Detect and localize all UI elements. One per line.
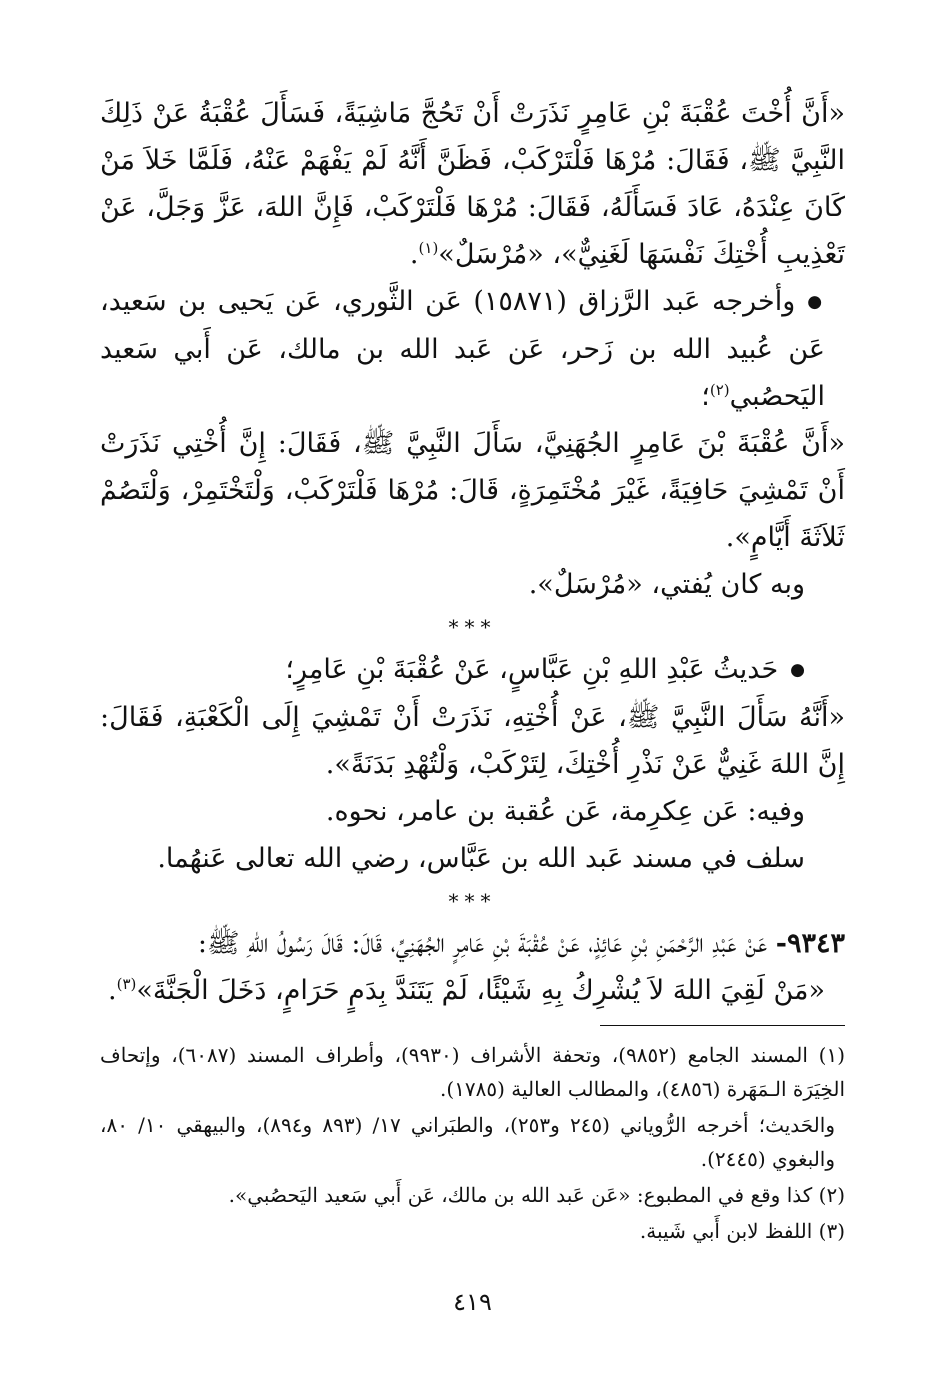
hadith-text bbox=[100, 967, 845, 1014]
hadith-number: ٩٣٤٣- bbox=[775, 928, 845, 959]
footnote-ref: (١) bbox=[418, 239, 439, 257]
hadith-text: «أَنَّ أُخْتَ عُقْبَةَ بْنِ عَامِرٍ نَذَرَتْ أَنْ تَحُجَّ مَاشِيَةً، فَسَأَلَ عُقْبَةُ عَنْ ذَلِكَ النَّبِيَّ ﷺ، فَقَالَ: مُرْهَا فَلْتَرْكَبْ، فَظَنَّ أَنَّهُ لَمْ يَفْهَمْ عَنْهُ، فَلَمَّا خَلاَ مَنْ كَانَ عِنْدَهُ، عَادَ فَسَأَلَهُ، فَقَالَ: مُرْهَا فَلْتَرْكَبْ، فَإِنَّ اللهَ، عَزَّ وَجَلَّ، عَنْ تَعْذِيبِ أُخْتِكَ نَفْسَهَا لَغَنِيٌّ»، «مُرْسَلٌ»$^{(١)}$. bbox=[100, 98, 845, 270]
footnote-1: (١) المسند الجامع (٩٨٥٢)، وتحفة الأشراف (٩٩٣٠)، وأطراف المسند (٦٠٨٧)، وإتحاف الخِيَرَة الـمَهَرة (٤٨٥٦)، والمطالب العالية (١٧٨٥). bbox=[100, 1043, 846, 1101]
hadith-entry bbox=[100, 920, 845, 967]
narration-chain-text: وأخرجه عَبد الرَّزاق (١٥٨٧١) عَن الثَّوري، عَن يَحيى بن سَعيد، عَن عُبيد الله بن زَحر، عَن عَبد الله بن مالك، عَن أَبي سَعيد اليَحصُبي bbox=[100, 286, 825, 412]
hadith-text: «أَنَّ عُقْبَةَ بْنَ عَامِرٍ الجُهَنِيَّ، سَأَلَ النَّبِيَّ ﷺ، فَقَالَ: إِنَّ أُخْتِي نَذَرَتْ أَنْ تَمْشِيَ حَافِيَةً، غَيْرَ مُخْتَمِرَةٍ، قَالَ: مُرْهَا فَلْتَرْكَبْ، وَلْتَخْتَمِرْ، وَلْتَصُمْ ثَلاَثَةَ أَيَّامٍ». bbox=[100, 428, 845, 553]
hadith-text-body: «أَنَّ أُخْتَ عُقْبَةَ بْنِ عَامِرٍ نَذَرَتْ أَنْ تَحُجَّ مَاشِيَةً، فَسَأَلَ عُقْبَةُ عَنْ ذَلِكَ النَّبِيَّ ﷺ، فَقَالَ: مُرْهَا فَلْتَرْكَبْ، فَظَنَّ أَنَّهُ لَمْ يَفْهَمْ عَنْهُ، فَلَمَّا خَلاَ مَنْ كَانَ عِنْدَهُ، عَادَ فَسَأَلَهُ، فَقَالَ: مُرْهَا فَلْتَرْكَبْ، فَإِنَّ اللهَ، عَزَّ وَجَلَّ، عَنْ تَعْذِيبِ أُخْتِكَ نَفْسَهَا لَغَنِيٌّ»، «مُرْسَلٌ» bbox=[100, 98, 845, 270]
footnote-1-continuation: والحَديث؛ أخرجه الرُّوياني (٢٤٥ و٢٥٣)، والطبَراني ١٧/ (٨٩٣ و٨٩٤)، والبيهقي ١٠/ ٨٠، والبغوي (٢٤٤٥). bbox=[100, 1113, 835, 1171]
footnote-ref: (٢) bbox=[709, 381, 730, 399]
footnote-3: (٣) اللفظ لابن أَبي شَيبة. bbox=[639, 1219, 845, 1243]
punctuation: . bbox=[108, 975, 117, 1006]
commentary-text: سلف في مسند عَبد الله بن عَبَّاس، رضي الله تعالى عَنهُما. bbox=[157, 843, 805, 874]
hadith-text-body: «مَنْ لَقِيَ اللهَ لاَ يُشْرِكُ بِهِ شَيْئًا، لَمْ يَتَنَدَّ بِدَمٍ حَرَامٍ، دَخَلَ الْجَنَّةَ» bbox=[136, 975, 825, 1006]
footnote-ref: (٣) bbox=[116, 975, 137, 993]
footnote-divider bbox=[600, 1025, 845, 1026]
page-number: ٤١٩ bbox=[453, 1288, 492, 1316]
footnotes bbox=[100, 1038, 845, 1250]
section-separator: *** bbox=[448, 615, 497, 639]
punctuation: ؛ bbox=[701, 381, 710, 412]
commentary-text: وبه كان يُفتي، «مُرْسَلٌ». bbox=[528, 569, 805, 600]
narration-chain bbox=[100, 278, 845, 420]
footnote-2: (٢) كذا وقع في المطبوع: «عَن عَبد الله بن مالك، عَن أَبي سَعيد اليَحصُبي». bbox=[228, 1183, 845, 1207]
main-text bbox=[100, 90, 845, 1014]
commentary-text: وفيه: عَن عِكرِمة، عَن عُقبة بن عامر، نحوه. bbox=[325, 796, 805, 827]
hadith-text: «أَنَّهُ سَأَلَ النَّبِيَّ ﷺ، عَنْ أُخْتِهِ، نَذَرَتْ أَنْ تَمْشِيَ إِلَى الْكَعْبَةِ، فَقَالَ: إِنَّ اللهَ غَنِيٌّ عَنْ نَذْرِ أُخْتِكَ، لِتَرْكَبْ، وَلْتُهْدِ بَدَنَةً». bbox=[100, 702, 845, 780]
section-separator: *** bbox=[448, 889, 497, 913]
hadith-chain: عَنْ عَبْدِ الرَّحْمَنِ بْنِ عَائِذٍ، عَنْ عُقْبَةَ بْنِ عَامِرٍ الجُهَنِيِّ، قَالَ: قَالَ رَسُولُ اللهِ ﷺ: bbox=[197, 928, 768, 959]
section-heading: ● حَديثُ عَبْدِ اللهِ بْنِ عَبَّاسٍ، عَنْ عُقْبَةَ بْنِ عَامِرٍ؛ bbox=[100, 646, 845, 694]
